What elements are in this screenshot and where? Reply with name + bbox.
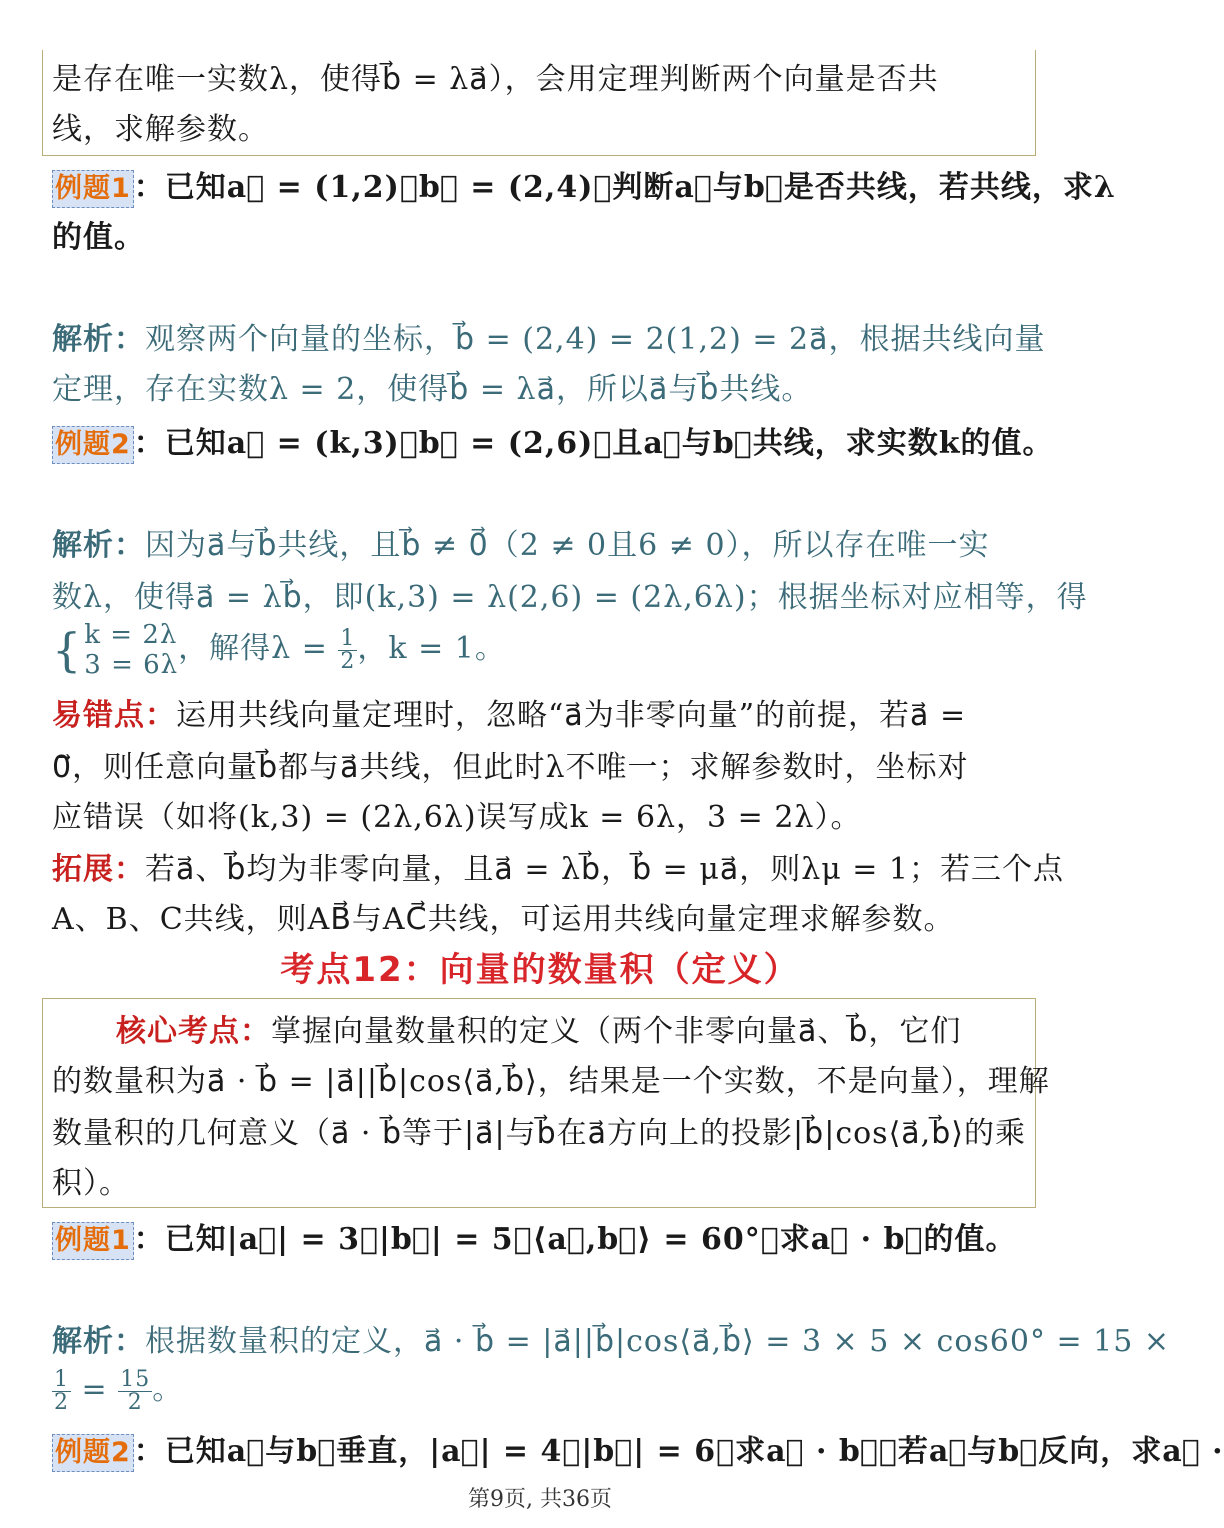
box2-label: 核心考点： bbox=[116, 1014, 271, 1049]
example2-solution-line1 bbox=[52, 520, 990, 564]
example3-question-line1: ：已知|a⃗| = 3，|b⃗| = 5，⟨a⃗,b⃗⟩ = 60°，求a⃗ · b⃗的值。 bbox=[133, 1222, 1017, 1257]
page-footer: 第9页, 共36页 bbox=[468, 1487, 612, 1512]
example2-solution-text1: 因为a⃗与b⃗共线，且b⃗ ≠ 0⃗（2 ≠ 0且6 ≠ 0），所以存在唯一实 bbox=[145, 528, 990, 563]
example2-solution-label: 解析： bbox=[52, 528, 145, 563]
solve-text: ，解得λ = bbox=[178, 631, 339, 666]
example2-question bbox=[52, 418, 1054, 464]
example4-question-line1: ：已知a⃗与b⃗垂直，|a⃗| = 4，|b⃗| = 6，求a⃗ · b⃗；若a⃗与b⃗反向，求a⃗ · bbox=[133, 1434, 1224, 1469]
example1-tag: 例题1 bbox=[52, 170, 134, 208]
extension-line1 bbox=[52, 844, 1064, 888]
fraction-numerator: 1 bbox=[340, 625, 356, 651]
example4-question bbox=[52, 1426, 1224, 1472]
pitfall-line1 bbox=[52, 690, 966, 734]
solve-result: ，k = 1。 bbox=[357, 631, 506, 666]
system-row2: 3 = 6λ bbox=[84, 650, 179, 680]
box1-line2: 线，求解参数。 bbox=[52, 112, 269, 147]
extension-label: 拓展： bbox=[52, 852, 145, 887]
example2-question-line1: ：已知a⃗ = (k,3)，b⃗ = (2,6)，且a⃗与b⃗共线，求实数k的值。 bbox=[133, 426, 1054, 461]
fraction2-denominator: 2 bbox=[127, 1389, 143, 1415]
equation-system bbox=[84, 620, 178, 680]
box2-text1: 掌握向量数量积的定义（两个非零向量a⃗、b⃗，它们 bbox=[271, 1014, 962, 1049]
box2-line3: 数量积的几何意义（a⃗ · b⃗等于|a⃗|与b⃗在a⃗方向上的投影|b⃗|cos⟨a⃗,b⃗⟩的乘 bbox=[52, 1116, 1026, 1151]
pitfall-text1: 运用共线向量定理时，忽略“a⃗为非零向量”的前提，若a⃗ = bbox=[176, 698, 967, 733]
box1-line1: 是存在唯一实数λ，使得b⃗ = λa⃗），会用定理判断两个向量是否共 bbox=[52, 62, 939, 97]
period: 。 bbox=[152, 1372, 184, 1407]
box2-line2: 的数量积为a⃗ · b⃗ = |a⃗||b⃗|cos⟨a⃗,b⃗⟩，结果是一个实数，不是向量），理解 bbox=[52, 1064, 1050, 1099]
fraction1-denominator: 2 bbox=[54, 1389, 69, 1415]
example3-question bbox=[52, 1214, 1017, 1260]
example1-question bbox=[52, 162, 1116, 208]
example1-question-line1: ：已知a⃗ = (1,2)，b⃗ = (2,4)，判断a⃗与b⃗是否共线，若共线，求λ bbox=[133, 170, 1116, 205]
box2-line4: 积）。 bbox=[52, 1166, 130, 1201]
example1-question-line2: 的值。 bbox=[52, 220, 145, 255]
system-brace: { bbox=[52, 623, 83, 677]
fraction1-numerator: 1 bbox=[54, 1366, 69, 1392]
example1-solution-line1 bbox=[52, 314, 1045, 358]
example2-tag: 例题2 bbox=[52, 426, 134, 464]
example1-solution-text1: 观察两个向量的坐标，b⃗ = (2,4) = 2(1,2) = 2a⃗，根据共线向量 bbox=[145, 322, 1046, 357]
fraction-one-half-2 bbox=[52, 1366, 71, 1415]
fraction2-numerator: 15 bbox=[120, 1366, 151, 1392]
system-row1: k = 2λ bbox=[84, 620, 178, 650]
box2-line1 bbox=[116, 1006, 961, 1050]
pitfall-line2: 0⃗，则任意向量b⃗都与a⃗共线，但此时λ不唯一；求解参数时，坐标对 bbox=[52, 750, 969, 785]
pitfall-line3: 应错误（如将(k,3) = (2λ,6λ)误写成k = 6λ，3 = 2λ）。 bbox=[52, 800, 862, 835]
example3-solution-text1: 根据数量积的定义，a⃗ · b⃗ = |a⃗||b⃗|cos⟨a⃗,b⃗⟩ = 3 × 5 × cos60° = 15 × bbox=[145, 1324, 1171, 1359]
example3-solution-label: 解析： bbox=[52, 1324, 145, 1359]
extension-text1: 若a⃗、b⃗均为非零向量，且a⃗ = λb⃗，b⃗ = μa⃗，则λμ = 1；若三个点 bbox=[145, 852, 1065, 887]
fraction-denominator: 2 bbox=[340, 648, 356, 674]
example3-tag: 例题1 bbox=[52, 1222, 134, 1260]
pitfall-label: 易错点： bbox=[52, 698, 176, 733]
example1-solution-label: 解析： bbox=[52, 322, 145, 357]
equals-sign: = bbox=[71, 1372, 119, 1407]
example3-solution-line1 bbox=[52, 1316, 1170, 1360]
extension-line2: A、B、C共线，则AB⃗与AC⃗共线，可运用共线向量定理求解参数。 bbox=[52, 902, 955, 937]
example2-solution-line2: 数λ，使得a⃗ = λb⃗，即(k,3) = λ(2,6) = (2λ,6λ)；根据坐标对应相等，得 bbox=[52, 580, 1088, 615]
fraction-fifteen-halves bbox=[118, 1366, 152, 1415]
example1-solution-line2: 定理，存在实数λ = 2，使得b⃗ = λa⃗，所以a⃗与b⃗共线。 bbox=[52, 372, 813, 407]
fraction-one-half bbox=[338, 625, 357, 674]
section-heading: 考点12：向量的数量积（定义） bbox=[280, 950, 800, 990]
example2-solution-line3 bbox=[52, 620, 506, 680]
example3-solution-line2 bbox=[52, 1364, 183, 1414]
example4-tag: 例题2 bbox=[52, 1434, 134, 1472]
